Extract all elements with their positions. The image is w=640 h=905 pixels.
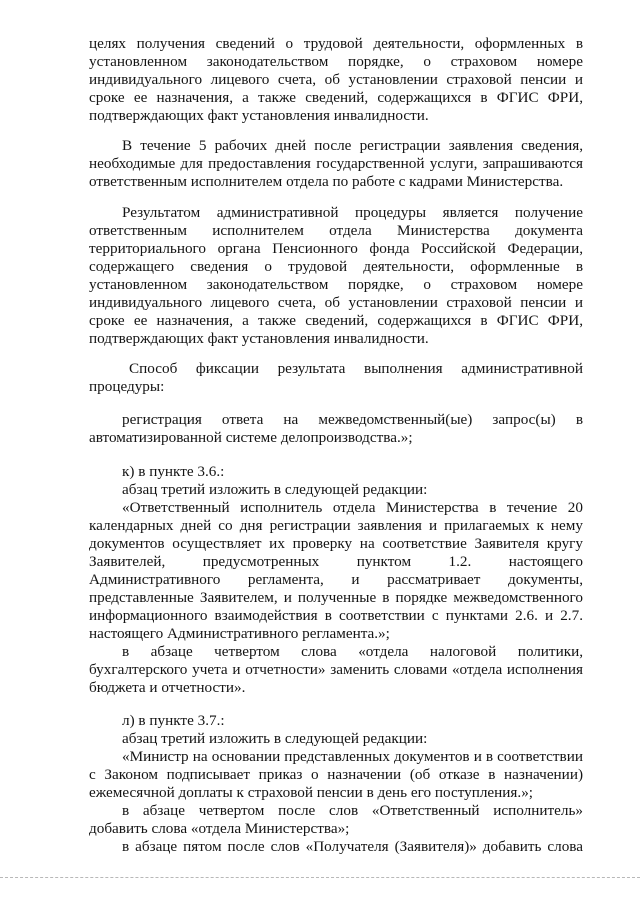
text-line: Способ фиксации результата выполнения административной [129, 360, 583, 377]
text-line: «Ответственный исполнитель отдела Министерства в течение 20 [122, 499, 583, 516]
text-line: абзац третий изложить в следующей редакции: [122, 730, 428, 747]
text-line: с Законом подписывает приказ о назначении (об отказе в назначении) [89, 766, 583, 783]
text-line: добавить слова «отдела Министерства»; [89, 820, 350, 837]
text-line: сроке ее назначения, а также сведений, содержащихся в ФГИС ФРИ, [89, 312, 583, 329]
text-line: Административного регламента, и рассматривает документы, [89, 571, 583, 588]
text-line: в абзаце четвертом слова «отдела налоговой политики, [122, 643, 583, 660]
text-line: регистрация ответа на межведомственный(ые) запрос(ы) в [122, 411, 583, 428]
text-line: необходимые для предоставления государственной услуги, запрашиваются [89, 155, 583, 172]
text-line: установленном законодательством порядке, о страховом номере [89, 276, 583, 293]
text-line: установленном законодательством порядке, о страховом номере [89, 53, 583, 70]
text-line: представленные Заявителем, и полученные в порядке межведомственного [89, 589, 583, 606]
text-line: территориального органа Пенсионного фонда Российской Федерации, [89, 240, 583, 257]
text-line: подтверждающих факт установления инвалидности. [89, 330, 429, 347]
text-line: процедуры: [89, 378, 165, 395]
text-line: ответственным исполнителем отдела по работе с кадрами Министерства. [89, 173, 564, 190]
text-line: ежемесячной доплаты к страховой пенсии в день его поступления.»; [89, 784, 534, 801]
text-line: в абзаце пятом после слов «Получателя (Заявителя)» добавить слова [122, 838, 583, 855]
text-line: содержащего сведения о трудовой деятельности, оформленные в [89, 258, 583, 275]
text-line: В течение 5 рабочих дней после регистрации заявления сведения, [122, 137, 583, 154]
text-line: индивидуального лицевого счета, об установлении страховой пенсии и [89, 71, 583, 88]
list-item-label: к) в пункте 3.6.: [122, 463, 225, 480]
text-line: бюджета и отчетности». [89, 679, 246, 696]
text-line: календарных дней со дня регистрации заявления и прилагаемых к нему [89, 517, 583, 534]
text-line: настоящего Административного регламента.»; [89, 625, 390, 642]
text-line: сроке ее назначения, а также сведений, содержащихся в ФГИС ФРИ, [89, 89, 583, 106]
text-line: индивидуального лицевого счета, об установлении страховой пенсии и [89, 294, 583, 311]
text-line: информационного взаимодействия в соответствии с пунктами 2.6. и 2.7. [89, 607, 583, 624]
text-line: подтверждающих факт установления инвалидности. [89, 107, 429, 124]
text-line: Заявителей, предусмотренных пунктом 1.2. настоящего [89, 553, 583, 570]
page-bottom-divider [0, 877, 640, 878]
text-line: абзац третий изложить в следующей редакции: [122, 481, 428, 498]
text-line: Результатом административной процедуры является получение [122, 204, 583, 221]
text-line: ответственным исполнителем отдела Министерства документа [89, 222, 583, 239]
text-line: в абзаце четвертом после слов «Ответственный исполнитель» [122, 802, 583, 819]
text-line: бухгалтерского учета и отчетности» заменить словами «отдела исполнения [89, 661, 583, 678]
text-line: автоматизированной системе делопроизводства.»; [89, 429, 413, 446]
text-line: документов осуществляет их проверку на соответствие Заявителя кругу [89, 535, 583, 552]
text-line: «Министр на основании представленных документов и в соответствии [122, 748, 583, 765]
list-item-label: л) в пункте 3.7.: [122, 712, 225, 729]
text-line: целях получения сведений о трудовой деятельности, оформленных в [89, 35, 583, 52]
